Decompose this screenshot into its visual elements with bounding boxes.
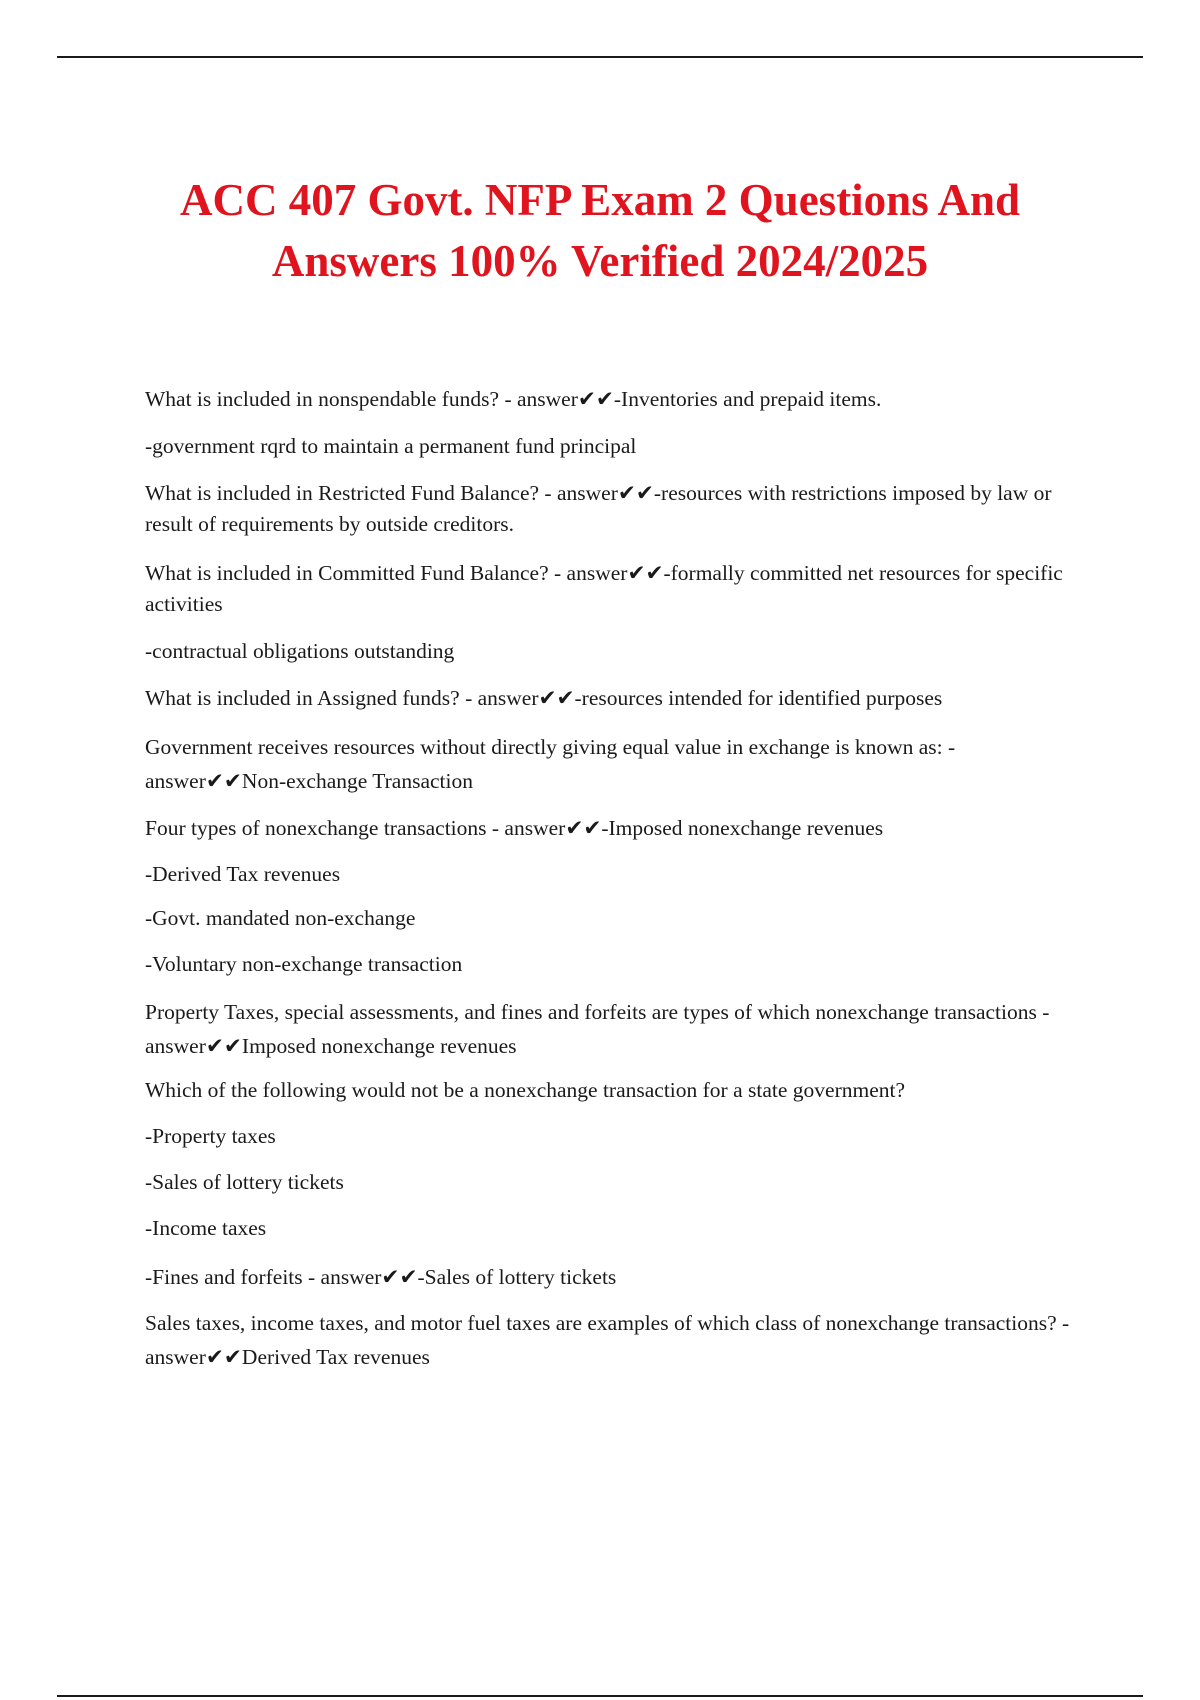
paragraph-11: -Voluntary non-exchange transaction: [145, 952, 463, 976]
paragraph-9: -Derived Tax revenues: [145, 862, 341, 886]
paragraph-2: -government rqrd to maintain a permanent fund principal: [145, 434, 637, 458]
paragraph-15: -Sales of lottery tickets: [145, 1170, 344, 1194]
document-title: ACC 407 Govt. NFP Exam 2 Questions And Answers 100% Verified 2024/2025: [179, 175, 1021, 286]
paragraph-18: Sales taxes, income taxes, and motor fuel taxes are examples of which class of nonexchange transactions? - answer✔✔Derived Tax revenues: [145, 1311, 1070, 1369]
paragraph-7: Government receives resources without directly giving equal value in exchange is known as: - answer✔✔Non-exchange Transaction: [145, 735, 956, 793]
paragraph-6: What is included in Assigned funds? - answer✔✔-resources intended for identified purposes: [145, 686, 943, 710]
paragraph-17: -Fines and forfeits - answer✔✔-Sales of lottery tickets: [145, 1265, 617, 1289]
bottom-rule: [57, 1695, 1143, 1697]
paragraph-14: -Property taxes: [145, 1124, 276, 1148]
paragraph-3: What is included in Restricted Fund Balance? - answer✔✔-resources with restrictions imposed by law or result of requirements by outside creditors.: [145, 481, 1052, 536]
document-body: [145, 384, 1085, 1374]
paragraph-1: What is included in nonspendable funds? - answer✔✔-Inventories and prepaid items.: [145, 387, 882, 411]
paragraph-10: -Govt. mandated non-exchange: [145, 906, 416, 930]
paragraph-8: Four types of nonexchange transactions - answer✔✔-Imposed nonexchange revenues: [145, 816, 884, 840]
paragraph-4: What is included in Committed Fund Balance? - answer✔✔-formally committed net resources for specific activities: [145, 561, 1063, 616]
paragraph-5: -contractual obligations outstanding: [145, 639, 455, 663]
paragraph-13: Which of the following would not be a nonexchange transaction for a state government?: [145, 1078, 906, 1102]
top-rule: [57, 56, 1143, 58]
paragraph-16: -Income taxes: [145, 1216, 267, 1240]
paragraph-12: Property Taxes, special assessments, and fines and forfeits are types of which nonexchange transactions - answer✔✔Imposed nonexchange revenues: [145, 1000, 1050, 1058]
